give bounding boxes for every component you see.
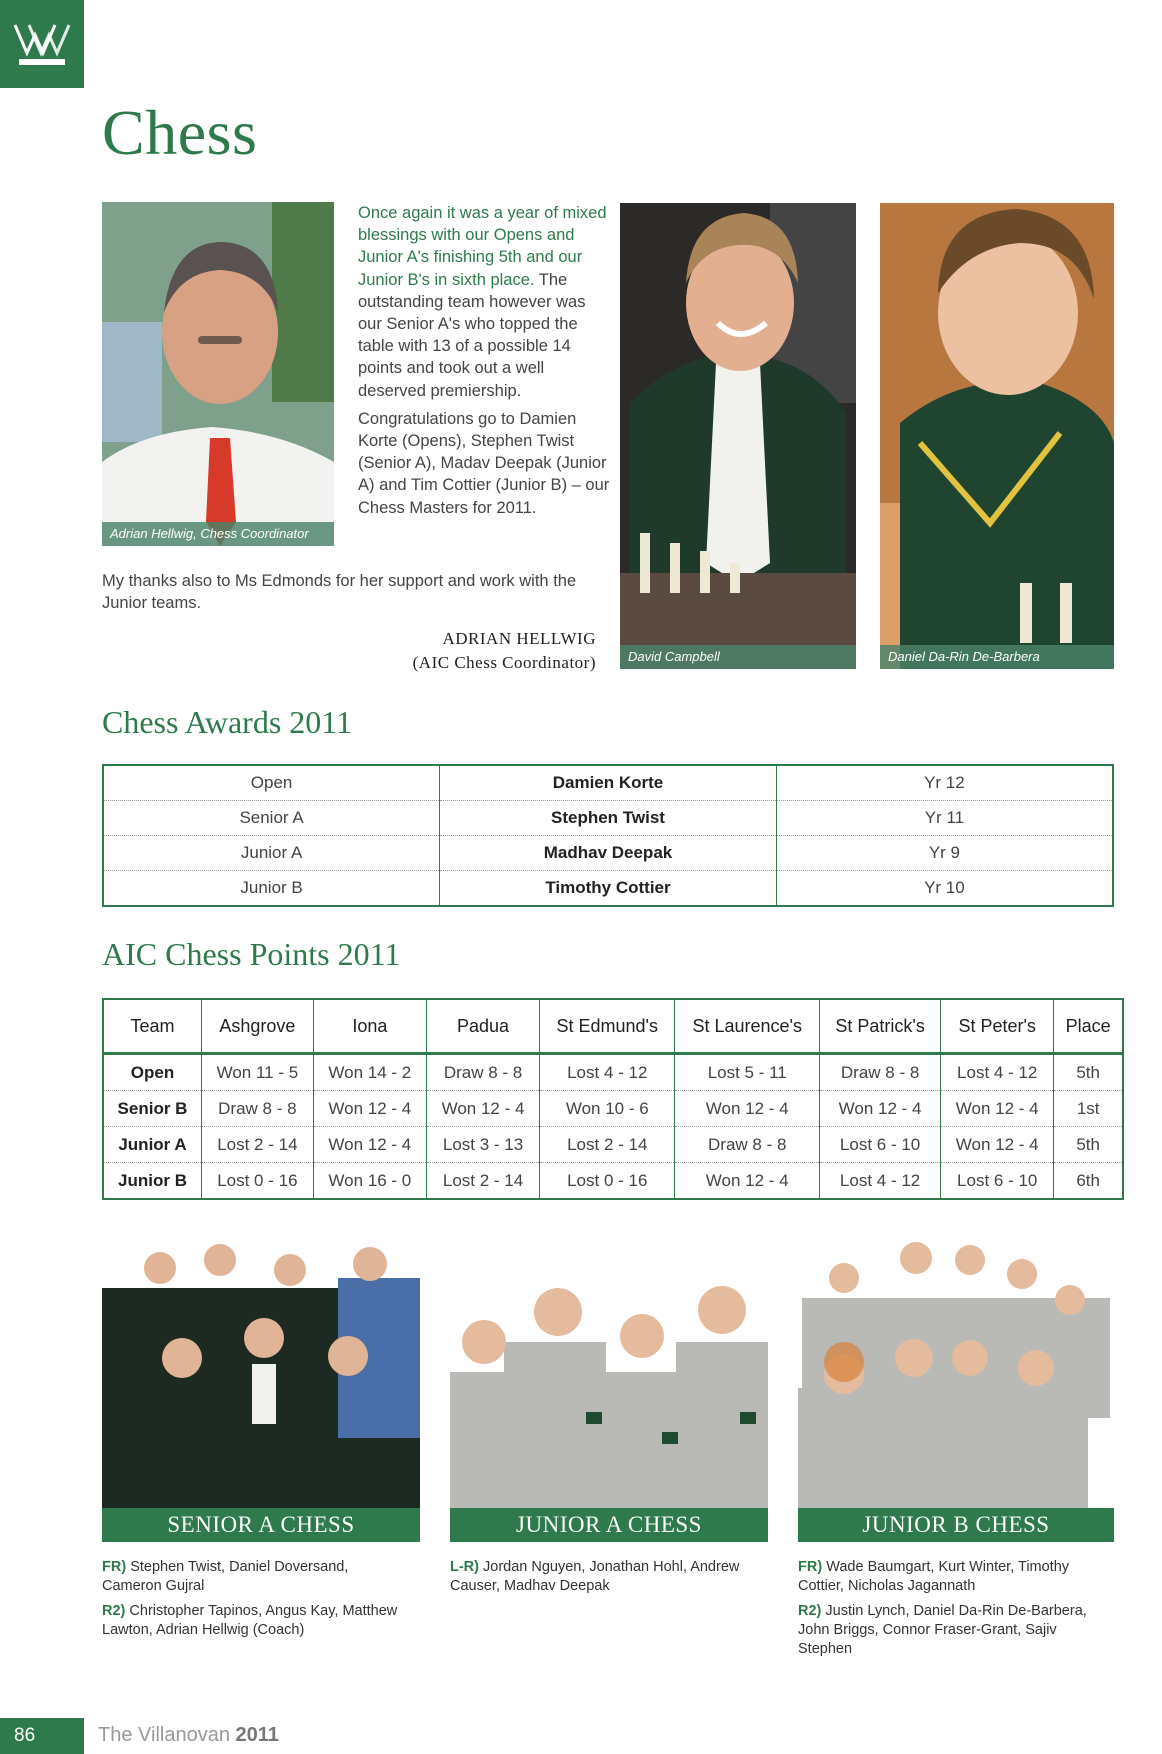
award-category: Junior A [103, 836, 440, 871]
points-result: Lost 4 - 12 [820, 1163, 941, 1200]
points-result: Lost 3 - 13 [426, 1127, 539, 1163]
awards-row [103, 765, 1113, 801]
caption-line [798, 1602, 1098, 1659]
caption-text: Jordan Nguyen, Jonathan Hohl, Andrew Causer, Madhav Deepak [450, 1559, 740, 1594]
points-place: 6th [1054, 1163, 1123, 1200]
thanks-paragraph: My thanks also to Ms Edmonds for her support and work with the Junior teams. [102, 572, 577, 613]
caption-line [102, 1558, 402, 1596]
points-result: Lost 2 - 14 [202, 1127, 314, 1163]
points-team: Open [103, 1054, 202, 1091]
award-winner: Timothy Cottier [440, 871, 777, 907]
caption-line [450, 1558, 740, 1596]
publication-year: 2011 [235, 1724, 279, 1746]
points-result: Won 12 - 4 [313, 1091, 426, 1127]
points-result: Won 12 - 4 [675, 1163, 820, 1200]
points-header: St Patrick's [820, 999, 941, 1054]
points-row [103, 1127, 1123, 1163]
points-result: Won 11 - 5 [202, 1054, 314, 1091]
signature-name: ADRIAN HELLWIG [442, 629, 596, 648]
award-year: Yr 12 [776, 765, 1113, 801]
publication-name: The Villanovan [98, 1724, 230, 1746]
caption-junior-b [798, 1558, 1098, 1659]
photo-caption-2: Daniel Da-Rin De-Barbera [880, 645, 1114, 669]
points-result: Draw 8 - 8 [202, 1091, 314, 1127]
team-banner-junior-a: JUNIOR A CHESS [450, 1508, 768, 1542]
caption-text: Justin Lynch, Daniel Da-Rin De-Barbera, John Briggs, Connor Fraser-Grant, Sajiv Stephen [798, 1603, 1087, 1657]
award-year: Yr 11 [776, 801, 1113, 836]
points-result: Draw 8 - 8 [675, 1127, 820, 1163]
signature-role: (AIC Chess Coordinator) [412, 653, 596, 672]
page-number: 86 [0, 1718, 84, 1754]
award-category: Junior B [103, 871, 440, 907]
points-title: AIC Chess Points 2011 [102, 936, 401, 972]
points-header: St Laurence's [675, 999, 820, 1054]
points-result: Lost 5 - 11 [675, 1054, 820, 1091]
points-result: Won 12 - 4 [426, 1091, 539, 1127]
student-photo-1 [620, 203, 856, 669]
team-photo-junior-a [450, 1282, 768, 1542]
caption-tag: R2) [102, 1603, 126, 1619]
caption-text: Christopher Tapinos, Angus Kay, Matthew Lawton, Adrian Hellwig (Coach) [102, 1603, 398, 1638]
caption-tag: FR) [102, 1559, 127, 1575]
points-result: Lost 4 - 12 [941, 1054, 1054, 1091]
points-header: St Edmund's [540, 999, 675, 1054]
student-photo-2 [880, 203, 1114, 669]
intro-body: The outstanding team however was our Senior A's who topped the table with 13 of a possible 14 points and took out a well deserved premiership. [358, 270, 586, 400]
footer-publication [98, 1724, 279, 1747]
signature [300, 627, 596, 675]
points-result: Lost 6 - 10 [941, 1163, 1054, 1200]
points-header: Team [103, 999, 202, 1054]
points-header: Ashgrove [202, 999, 314, 1054]
caption-junior-a [450, 1558, 740, 1596]
caption-tag: FR) [798, 1559, 823, 1575]
crest-icon [11, 19, 73, 69]
caption-text: Stephen Twist, Daniel Doversand, Cameron Gujral [102, 1559, 349, 1594]
caption-line [798, 1558, 1098, 1596]
caption-text: Wade Baumgart, Kurt Winter, Timothy Cottier, Nicholas Jagannath [798, 1559, 1070, 1594]
award-category: Senior A [103, 801, 440, 836]
team-banner-junior-b: JUNIOR B CHESS [798, 1508, 1114, 1542]
caption-tag: R2) [798, 1603, 822, 1619]
points-result: Lost 0 - 16 [540, 1163, 675, 1200]
photo-caption-1: David Campbell [620, 645, 856, 669]
points-result: Won 12 - 4 [675, 1091, 820, 1127]
points-place: 5th [1054, 1127, 1123, 1163]
points-result: Lost 2 - 14 [540, 1127, 675, 1163]
points-header: Padua [426, 999, 539, 1054]
points-result: Won 12 - 4 [941, 1091, 1054, 1127]
caption-line [102, 1602, 402, 1640]
awards-row [103, 801, 1113, 836]
points-row [103, 1091, 1123, 1127]
points-result: Won 16 - 0 [313, 1163, 426, 1200]
points-table [102, 998, 1124, 1200]
points-row [103, 1054, 1123, 1091]
intro-lead: Once again it was a year of mixed blessings with our Opens and Junior A's finishing 5th and our Junior B's in sixth place. [358, 204, 607, 289]
points-result: Won 12 - 4 [941, 1127, 1054, 1163]
coordinator-caption: Adrian Hellwig, Chess Coordinator [102, 522, 334, 546]
awards-title: Chess Awards 2011 [102, 704, 353, 740]
team-photo-junior-b [798, 1238, 1114, 1542]
points-team: Junior A [103, 1127, 202, 1163]
points-result: Draw 8 - 8 [426, 1054, 539, 1091]
points-result: Won 12 - 4 [313, 1127, 426, 1163]
points-place: 5th [1054, 1054, 1123, 1091]
school-logo [0, 0, 84, 88]
points-result: Lost 4 - 12 [540, 1054, 675, 1091]
awards-table [102, 764, 1114, 907]
points-result: Won 12 - 4 [820, 1091, 941, 1127]
caption-senior-a [102, 1558, 402, 1640]
award-winner: Damien Korte [440, 765, 777, 801]
points-place: 1st [1054, 1091, 1123, 1127]
award-category: Open [103, 765, 440, 801]
points-result: Lost 0 - 16 [202, 1163, 314, 1200]
points-result: Won 10 - 6 [540, 1091, 675, 1127]
intro-paragraph [358, 202, 610, 402]
points-result: Won 14 - 2 [313, 1054, 426, 1091]
intro-column [358, 202, 610, 519]
points-header: St Peter's [941, 999, 1054, 1054]
points-header: Place [1054, 999, 1123, 1054]
award-year: Yr 10 [776, 871, 1113, 907]
caption-tag: L-R) [450, 1559, 479, 1575]
points-row [103, 1163, 1123, 1200]
congrats-paragraph: Congratulations go to Damien Korte (Opens), Stephen Twist (Senior A), Madav Deepak (Junior A) and Tim Cottier (Junior B) – our Chess Masters for 2011. [358, 409, 610, 517]
coordinator-photo [102, 202, 334, 546]
award-year: Yr 9 [776, 836, 1113, 871]
points-result: Lost 6 - 10 [820, 1127, 941, 1163]
team-photo-senior-a [102, 1238, 420, 1542]
points-result: Draw 8 - 8 [820, 1054, 941, 1091]
awards-row [103, 871, 1113, 907]
awards-row [103, 836, 1113, 871]
points-header: Iona [313, 999, 426, 1054]
points-team: Senior B [103, 1091, 202, 1127]
points-result: Lost 2 - 14 [426, 1163, 539, 1200]
award-winner: Stephen Twist [440, 801, 777, 836]
team-banner-senior-a: SENIOR A CHESS [102, 1508, 420, 1542]
award-winner: Madhav Deepak [440, 836, 777, 871]
page-title: Chess [102, 97, 258, 168]
points-team: Junior B [103, 1163, 202, 1200]
